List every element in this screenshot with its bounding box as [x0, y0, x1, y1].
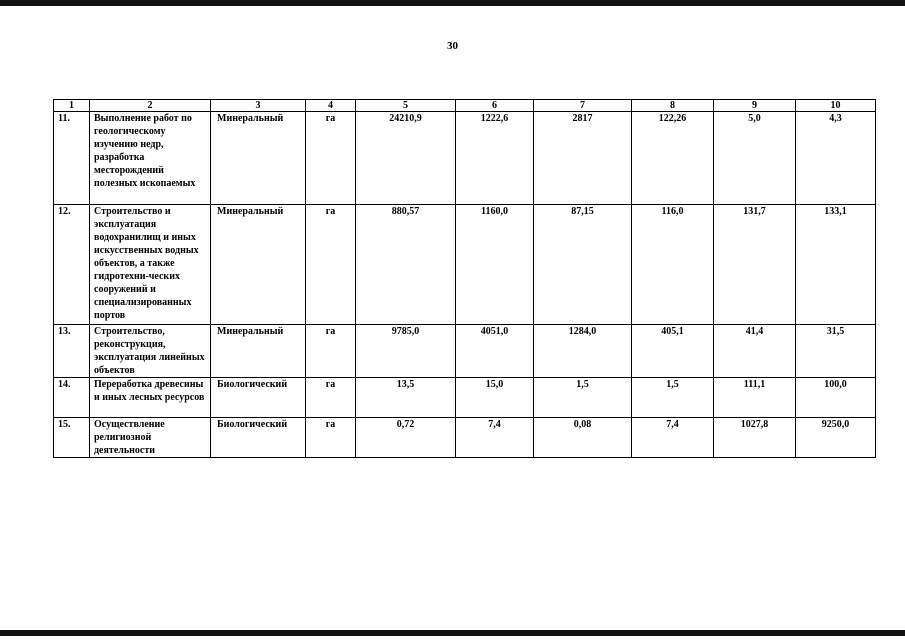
value-col-9: 1027,8	[714, 418, 796, 458]
row-number: 12.	[54, 205, 90, 325]
header-row	[54, 100, 876, 112]
value-col-10: 31,5	[796, 325, 876, 378]
resource-type: Биологический	[211, 378, 306, 418]
column-header: 7	[534, 100, 632, 112]
value-col-9: 41,4	[714, 325, 796, 378]
value-col-10: 9250,0	[796, 418, 876, 458]
column-header: 2	[90, 100, 211, 112]
row-number: 11.	[54, 112, 90, 205]
column-header: 5	[356, 100, 456, 112]
data-table-container	[53, 99, 875, 458]
value-col-8: 116,0	[632, 205, 714, 325]
resource-type: Минеральный	[211, 325, 306, 378]
value-col-6: 1222,6	[456, 112, 534, 205]
value-col-5: 24210,9	[356, 112, 456, 205]
activity-name: Строительство, реконструкция, эксплуатация линейных объектов	[90, 325, 211, 378]
table-row	[54, 205, 876, 325]
column-header: 10	[796, 100, 876, 112]
value-col-8: 1,5	[632, 378, 714, 418]
value-col-6: 7,4	[456, 418, 534, 458]
value-col-6: 15,0	[456, 378, 534, 418]
column-header: 9	[714, 100, 796, 112]
value-col-7: 87,15	[534, 205, 632, 325]
value-col-10: 4,3	[796, 112, 876, 205]
row-number: 14.	[54, 378, 90, 418]
value-col-5: 9785,0	[356, 325, 456, 378]
value-col-7: 1284,0	[534, 325, 632, 378]
value-col-7: 0,08	[534, 418, 632, 458]
table-row	[54, 418, 876, 458]
activity-name: Строительство и эксплуатация водохранилищ и иных искусственных водных объектов, а также гидротехни-ческих сооружений и специализированных портов	[90, 205, 211, 325]
value-col-8: 7,4	[632, 418, 714, 458]
value-col-5: 880,57	[356, 205, 456, 325]
unit: га	[306, 205, 356, 325]
value-col-8: 122,26	[632, 112, 714, 205]
table-row	[54, 325, 876, 378]
column-header: 6	[456, 100, 534, 112]
resource-type: Биологический	[211, 418, 306, 458]
unit: га	[306, 378, 356, 418]
activity-name: Выполнение работ по геологическому изучению недр, разработка месторождений полезных ископаемых	[90, 112, 211, 205]
table-row	[54, 378, 876, 418]
value-col-6: 4051,0	[456, 325, 534, 378]
column-header: 1	[54, 100, 90, 112]
unit: га	[306, 325, 356, 378]
value-col-10: 133,1	[796, 205, 876, 325]
column-header: 8	[632, 100, 714, 112]
value-col-8: 405,1	[632, 325, 714, 378]
column-header: 3	[211, 100, 306, 112]
value-col-9: 111,1	[714, 378, 796, 418]
value-col-7: 2817	[534, 112, 632, 205]
resource-type: Минеральный	[211, 205, 306, 325]
value-col-9: 5,0	[714, 112, 796, 205]
unit: га	[306, 418, 356, 458]
data-table	[53, 99, 876, 458]
page-number: 30	[447, 40, 458, 52]
resource-type: Минеральный	[211, 112, 306, 205]
activity-name: Переработка древесины и иных лесных ресурсов	[90, 378, 211, 418]
table-row	[54, 112, 876, 205]
column-header: 4	[306, 100, 356, 112]
activity-name: Осуществление религиозной деятельности	[90, 418, 211, 458]
value-col-10: 100,0	[796, 378, 876, 418]
row-number: 15.	[54, 418, 90, 458]
row-number: 13.	[54, 325, 90, 378]
value-col-5: 13,5	[356, 378, 456, 418]
value-col-7: 1,5	[534, 378, 632, 418]
value-col-6: 1160,0	[456, 205, 534, 325]
top-border-rule	[0, 0, 905, 6]
unit: га	[306, 112, 356, 205]
value-col-9: 131,7	[714, 205, 796, 325]
bottom-border-rule	[0, 630, 905, 636]
value-col-5: 0,72	[356, 418, 456, 458]
